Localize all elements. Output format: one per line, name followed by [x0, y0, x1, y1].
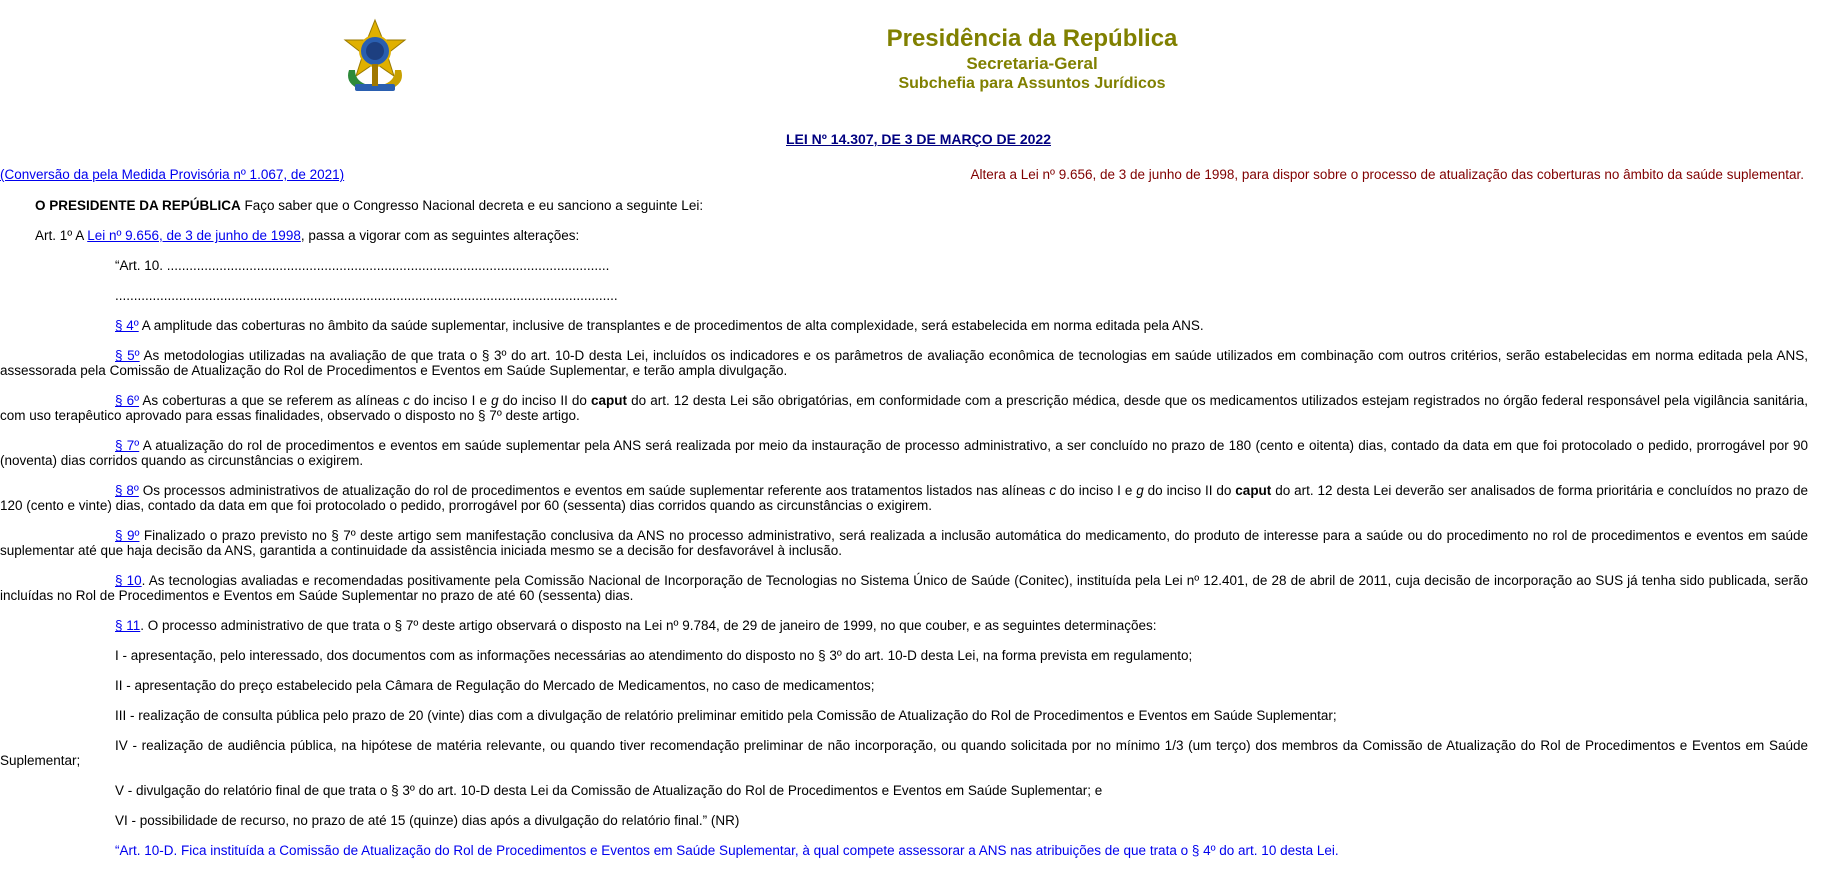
- law-body: [0, 198, 1808, 873]
- paragraph-11: [0, 618, 1808, 633]
- p8-caput: caput: [1235, 483, 1272, 498]
- paragraph-4: [0, 318, 1808, 333]
- law-ementa: Altera a Lei nº 9.656, de 3 de junho de 1998, para dispor sobre o processo de atualização das coberturas no âmbito da saúde suplementar.: [970, 167, 1804, 182]
- art10d-partial-line: “Art. 10-D. Fica instituída a Comissão de Atualização do Rol de Procedimentos e Eventos em Saúde Suplementar, à qual compete assessorar a ANS nas atribuições de que trata o § 4º do art. 10 desta Lei.: [115, 843, 1339, 858]
- paragraph-8: [0, 483, 1808, 513]
- inciso-iii: III - realização de consulta pública pelo prazo de 20 (vinte) dias com a divulgação de relatório preliminar emitido pela Comissão de Atualização do Rol de Procedimentos e Eventos em Saúde Suplementar;: [115, 708, 1337, 723]
- preamble-text: Faço saber que o Congresso Nacional decreta e eu sanciono a seguinte Lei:: [240, 198, 704, 213]
- paragraph-7-text: A atualização do rol de procedimentos e eventos em saúde suplementar pela ANS será realizada por meio da instauração de processo administrativo, a ser concluído no prazo de 180 (cento e oitenta) dias, contado da data em que foi protocolado o pedido, prorrogável por 90 (noventa) dias corridos quando as circunstâncias o exigirem.: [0, 438, 1808, 468]
- p6-alinea-g: g: [491, 393, 499, 408]
- p6-part1: As coberturas a que se referem as alíneas: [139, 393, 404, 408]
- p8-part1: Os processos administrativos de atualização do rol de procedimentos e eventos em saúde suplementar referente aos tratamentos listados nas alíneas: [138, 483, 1050, 498]
- law-title-link[interactable]: LEI Nº 14.307, DE 3 DE MARÇO DE 2022: [786, 131, 1051, 147]
- paragraph-5: [0, 348, 1808, 378]
- page-header: [0, 0, 1837, 110]
- paragraph-8-link[interactable]: § 8º: [115, 483, 139, 498]
- inciso-vi: VI - possibilidade de recurso, no prazo de até 15 (quinze) dias após a divulgação do relatório final.” (NR): [115, 813, 740, 828]
- dots-line: ......................................................................................................................................: [115, 288, 618, 303]
- paragraph-6-link[interactable]: § 6º: [115, 393, 140, 408]
- preamble-bold: O PRESIDENTE DA REPÚBLICA: [35, 198, 241, 213]
- p8-part2: do inciso I e: [1055, 483, 1137, 498]
- p6-alinea-c: c: [403, 393, 410, 408]
- p8-part4: do art. 12 desta Lei deverão ser analisados de forma prioritária e concluídos no prazo de 120 (cento e vinte) dias, contado da data em que foi protocolado o pedido, prorrogável por 60 (sessenta) dias corridos quando as circunstâncias o exigirem.: [0, 483, 1808, 513]
- art1-prefix: Art. 1º A: [35, 228, 88, 243]
- p6-part3: do inciso II do: [498, 393, 592, 408]
- paragraph-10-link[interactable]: § 10: [115, 573, 142, 588]
- inciso-iv: IV - realização de audiência pública, na hipótese de matéria relevante, ou quando tiver recomendação preliminar de não incorporação, ou quando solicitada por no mínimo 1/3 (um terço) dos membros da Comissão de Atualização do Rol de Procedimentos e Eventos em Saúde Suplementar;: [0, 738, 1808, 768]
- paragraph-4-text: A amplitude das coberturas no âmbito da saúde suplementar, inclusive de transplantes e de procedimentos de alta complexidade, será estabelecida em norma editada pela ANS.: [138, 318, 1204, 333]
- paragraph-11-text: . O processo administrativo de que trata o § 7º deste artigo observará o disposto na Lei nº 9.784, de 29 de janeiro de 1999, no que couber, e as seguintes determinações:: [140, 618, 1157, 633]
- secretaria-title: Secretaria-Geral: [966, 54, 1098, 73]
- lei-9656-link[interactable]: Lei nº 9.656, de 3 de junho de 1998: [87, 228, 301, 243]
- paragraph-4-link[interactable]: § 4º: [115, 318, 139, 333]
- presidencia-title: Presidência da República: [886, 25, 1178, 52]
- paragraph-5-link[interactable]: § 5º: [115, 348, 140, 363]
- inciso-i: I - apresentação, pelo interessado, dos documentos com as informações necessárias ao atendimento do disposto no § 3º do art. 10-D desta Lei, na forma prevista em regulamento;: [115, 648, 1193, 663]
- paragraph-10-text: . As tecnologias avaliadas e recomendadas positivamente pela Comissão Nacional de Incorporação de Tecnologias no Sistema Único de Saúde (Conitec), instituída pela Lei nº 12.401, de 28 de abril de 2011, cuja decisão de incorporação ao SUS já tenha sido publicada, serão incluídas no Rol de Procedimentos e Eventos em Saúde Suplementar no prazo de até 60 (sessenta) dias.: [0, 573, 1808, 603]
- p8-alinea-g: g: [1136, 483, 1144, 498]
- p6-part4: do art. 12 desta Lei são obrigatórias, em conformidade com a prescrição médica, desde que os medicamentos utilizados estejam registrados no órgão federal responsável pela vigilância sanitária, com uso terapêutico aprovado para essas finalidades, observado o disposto no § 7º deste artigo.: [0, 393, 1809, 423]
- paragraph-9: [0, 528, 1808, 558]
- art1: [0, 228, 1808, 243]
- law-title-row: [0, 131, 1837, 149]
- inciso-v: V - divulgação do relatório final de que trata o § 3º do art. 10-D desta Lei da Comissão de Atualização do Rol de Procedimentos e Eventos em Saúde Suplementar; e: [115, 783, 1103, 798]
- inciso-ii: II - apresentação do preço estabelecido pela Câmara de Regulação do Mercado de Medicamentos, no caso de medicamentos;: [115, 678, 875, 693]
- p8-alinea-c: c: [1049, 483, 1056, 498]
- paragraph-6: [0, 393, 1808, 423]
- paragraph-7: [0, 438, 1808, 468]
- paragraph-5-text: As metodologias utilizadas na avaliação de que trata o § 3º do art. 10-D desta Lei, incluídos os indicadores e os parâmetros de avaliação econômica de tecnologias em saúde utilizados em combinação com outros critérios, serão estabelecidas em norma editada pela ANS, assessorada pela Comissão de Atualização do Rol de Procedimentos e Eventos em Saúde Suplementar, e terão ampla divulgação.: [0, 348, 1808, 378]
- preamble: [0, 198, 1808, 213]
- conversion-link[interactable]: (Conversão da pela Medida Provisória nº 1.067, de 2021): [0, 167, 345, 182]
- p8-part3: do inciso II do: [1143, 483, 1236, 498]
- art10-dots: “Art. 10. ......................................................................................................................: [115, 258, 610, 273]
- paragraph-9-link[interactable]: § 9º: [115, 528, 140, 543]
- paragraph-9-text: Finalizado o prazo previsto no § 7º deste artigo sem manifestação conclusiva da ANS no processo administrativo, será realizada a inclusão automática do medicamento, do produto de interesse para a saúde ou do procedimento no rol de procedimentos e eventos em saúde suplementar até que haja decisão da ANS, garantida a continuidade da assistência iniciada mesmo se a decisão for desfavorável à inclusão.: [0, 528, 1808, 558]
- brasao-icon: [335, 18, 415, 98]
- p6-part2: do inciso I e: [409, 393, 492, 408]
- subchefia-title: Subchefia para Assuntos Jurídicos: [898, 75, 1166, 92]
- p6-caput: caput: [591, 393, 628, 408]
- paragraph-11-link[interactable]: § 11: [115, 618, 141, 633]
- header-titles: [800, 24, 1264, 94]
- art1-suffix: , passa a vigorar com as seguintes alterações:: [300, 228, 580, 243]
- paragraph-10: [0, 573, 1808, 603]
- paragraph-7-link[interactable]: § 7º: [115, 438, 140, 453]
